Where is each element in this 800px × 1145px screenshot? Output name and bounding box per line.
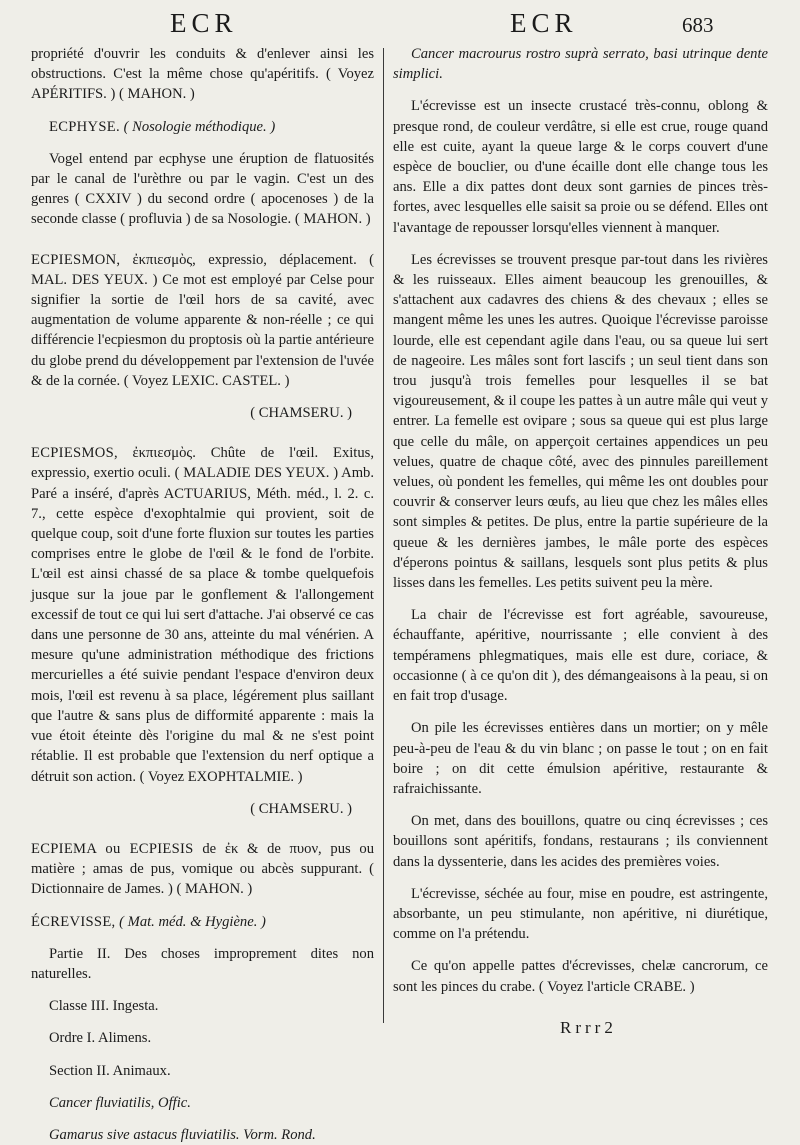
entry-body: , ἐκπιεσμὸς, expressio, déplacement. ( MAL. DES YEUX. ) Ce mot est employé par Celse pour signifier la sortie de l'œil hors de sa cavité, avec augmentation de volume apparente & non-réelle ; ce qui différencie l'ecpiesmon du proptosis où la partie antérieure du globe prend du développement par l'extension de l'uvée & de la cornée. ( Voyez LEXIC. CASTEL. ) <box>31 251 374 389</box>
entry-ecphyse-heading <box>31 117 374 137</box>
latin-name-gamarus: Gamarus sive astacus fluviatilis. Vorm. Rond. <box>49 1126 316 1143</box>
running-header <box>0 6 800 42</box>
right-column <box>393 44 768 997</box>
entry-continuation: propriété d'ouvrir les conduits & d'enlever ainsi les obstructions. C'est la même chose qu'apéritifs. ( Voyez APÉRITIFS. ) ( MAHON. ) <box>31 46 374 103</box>
ecrevisse-bouillons: On met, dans des bouillons, quatre ou cinq écrevisses ; ces bouillons sont apéritifs, fondans, restaurans ; ils conviennent dans la dyssenterie, dans les acides des premières voies. <box>393 813 768 870</box>
ecrevisse-description: L'écrevisse est un insecte crustacé très-connu, oblong & presque rond, de couleur verdâtre, si elle est crue, rouge quand elle est cuite, ayant la queue large & le corps couvert d'une espèce de bouclier, ou d'une écaille dont elle change tous les ans. Elle a dix pattes dont deux sont garnies de pinces très-fortes, avec lesquelles elle saisit sa proie ou se défend. Elles ont l'avantage de repousser lorsqu'elles viennent à manquer. <box>393 98 768 236</box>
ecrevisse-pattes: Ce qu'on appelle pattes d'écrevisses, chelæ cancrorum, ce sont les pinces du crabe. ( Voyez l'article CRABE. ) <box>393 958 768 995</box>
latin-name-cancer: Cancer fluviatilis, Offic. <box>49 1094 191 1111</box>
headword: ECPIESMON <box>31 251 117 268</box>
headword: ECPIEMA ou ECPIESIS <box>31 840 194 857</box>
entry-ecrevisse-heading <box>31 912 374 932</box>
printer-signature-mark: Rrrr2 <box>560 1018 617 1037</box>
latin-name-cancer-macrourus: Cancer macrourus rostro suprà serrato, basi utrinque dente simplici. <box>393 46 768 83</box>
ecrevisse-powder: L'écrevisse, séchée au four, mise en poudre, est astringente, absorbante, un peu stimulante, non apéritive, ni diurétique, comme on l'a prétendu. <box>393 885 768 943</box>
running-head-right: ECR <box>510 8 578 38</box>
column-divider <box>383 48 384 1023</box>
entry-body: de ἐκ & de πυον, pus ou matière ; amas de pus, vomique ou abcès suppurant. ( Dictionnaire de James. ) ( MAHON. ) <box>31 840 374 898</box>
classification-partie: Partie II. Des choses improprement dites non naturelles. <box>31 945 374 982</box>
classification-ordre: Ordre I. Alimens. <box>49 1030 152 1047</box>
classification-classe: Classe III. Ingesta. <box>49 998 159 1015</box>
entry-ecpiesmon <box>31 250 374 391</box>
classification-section: Section II. Animaux. <box>49 1062 171 1079</box>
headword: ECPIESMOS <box>31 445 114 462</box>
entry-ecpiema <box>31 839 374 900</box>
subject-reference: ( Nosologie méthodique. ) <box>123 118 276 135</box>
ecrevisse-emulsion: On pile les écrevisses entières dans un mortier; on y mêle peu-à-peu de l'eau & du vin blanc ; on passe le tout ; on en fait boire ; on dit cette émulsion apéritive, restaurante & rafraichissante. <box>393 720 768 797</box>
running-head-left: ECR <box>170 8 238 38</box>
subject-reference: ( Mat. méd. & Hygiène. ) <box>119 913 266 930</box>
headword: ÉCREVISSE, <box>31 913 116 930</box>
left-column <box>31 44 374 1145</box>
author-signature: ( CHAMSERU. ) <box>250 800 352 817</box>
entry-body: , ἐκπιεσμὸς. Chûte de l'œil. Exitus, expressio, exertio oculi. ( MALADIE DES YEUX. ) Amb. Paré a inséré, d'après ACTUARIUS, Méth. méd., l. 2. c. 7., cette espèce d'exophtalmie qui provient, soit de quelque coup, soit d'une forte fluxion sur toutes les parties comprises entre le globe de l'œil & le fond de l'orbite. L'œil est ainsi chassé de sa place & tombe quelquefois jusque sur la joue par le gonflement & l'allongement excessif de tout ce qui lui sert d'attache. J'ai observé ce cas dans une personne de 30 ans, atteinte du mal vénérien. A mesure qu'une administration méthodique des frictions mercurielles a été suivie pendant l'espace d'environ deux mois, l'œil est revenu à sa place, légérement plus saillant que l'autre & sans plus de difformité apparente : mais la vue étoit éteinte dès l'origine du mal & ne s'est point rétablie. Il est probable que l'extension du nerf optique a détruit son action. ( Voyez EXOPHTALMIE. ) <box>31 445 374 785</box>
ecrevisse-habitat: Les écrevisses se trouvent presque par-tout dans les rivières & les ruisseaux. Elles aiment beaucoup les grenouilles, & s'attachent aux cadavres des chiens & des chevaux ; elles se mangent même les unes les autres. Quoique l'écrevisse paroisse lourde, elle est cependant agile dans l'eau, ou sa queue lui sert de nageoire. Les mâles sont fort lascifs ; un seul tient dans son trou jusqu'à trois femelles pour lesquelles il se bat vigoureusement, & il coupe les pattes à un autre mâle qui veut y entrer. La femelle est ovipare ; sous sa queue qui est plus large que celle du mâle, on apperçoit certaines appendices un peu velues, quatre de chaque côté, avec des pinnules pareillement velues, où pondent les femelles, qui même les ont doubles pour couvrir & conserver leurs œufs, au lieu que chez les mâles elles sont simples & petites. De plus, entre la partie supérieure de la queue & les dernières jambes, le mâle porte des espèces d'éperons pointus & saillans, lesquels sont plus petits & plus lisses dans les femelles. Les petits suivent peu la mère. <box>393 251 768 592</box>
ecrevisse-flesh: La chair de l'écrevisse est fort agréable, savoureuse, échauffante, apéritive, nourrissante ; elle convient à des tempéramens phlegmatiques, mais elle est dure, coriace, & occasionne ( à ce qu'on dit ), des démangeaisons à la peau, si on en fait trop d'usage. <box>393 607 768 705</box>
entry-ecphyse-body: Vogel entend par ecphyse une éruption de flatuosités par le canal de l'urèthre ou par le vagin. C'est un des genres ( CXXIV ) du second ordre ( apocenoses ) de la seconde classe ( profluvia ) de sa Nosologie. ( MAHON. ) <box>31 150 374 228</box>
headword: ECPHYSE. <box>49 118 120 135</box>
author-signature: ( CHAMSERU. ) <box>250 405 352 422</box>
page-number: 683 <box>682 13 714 37</box>
entry-ecpiesmos <box>31 443 374 786</box>
